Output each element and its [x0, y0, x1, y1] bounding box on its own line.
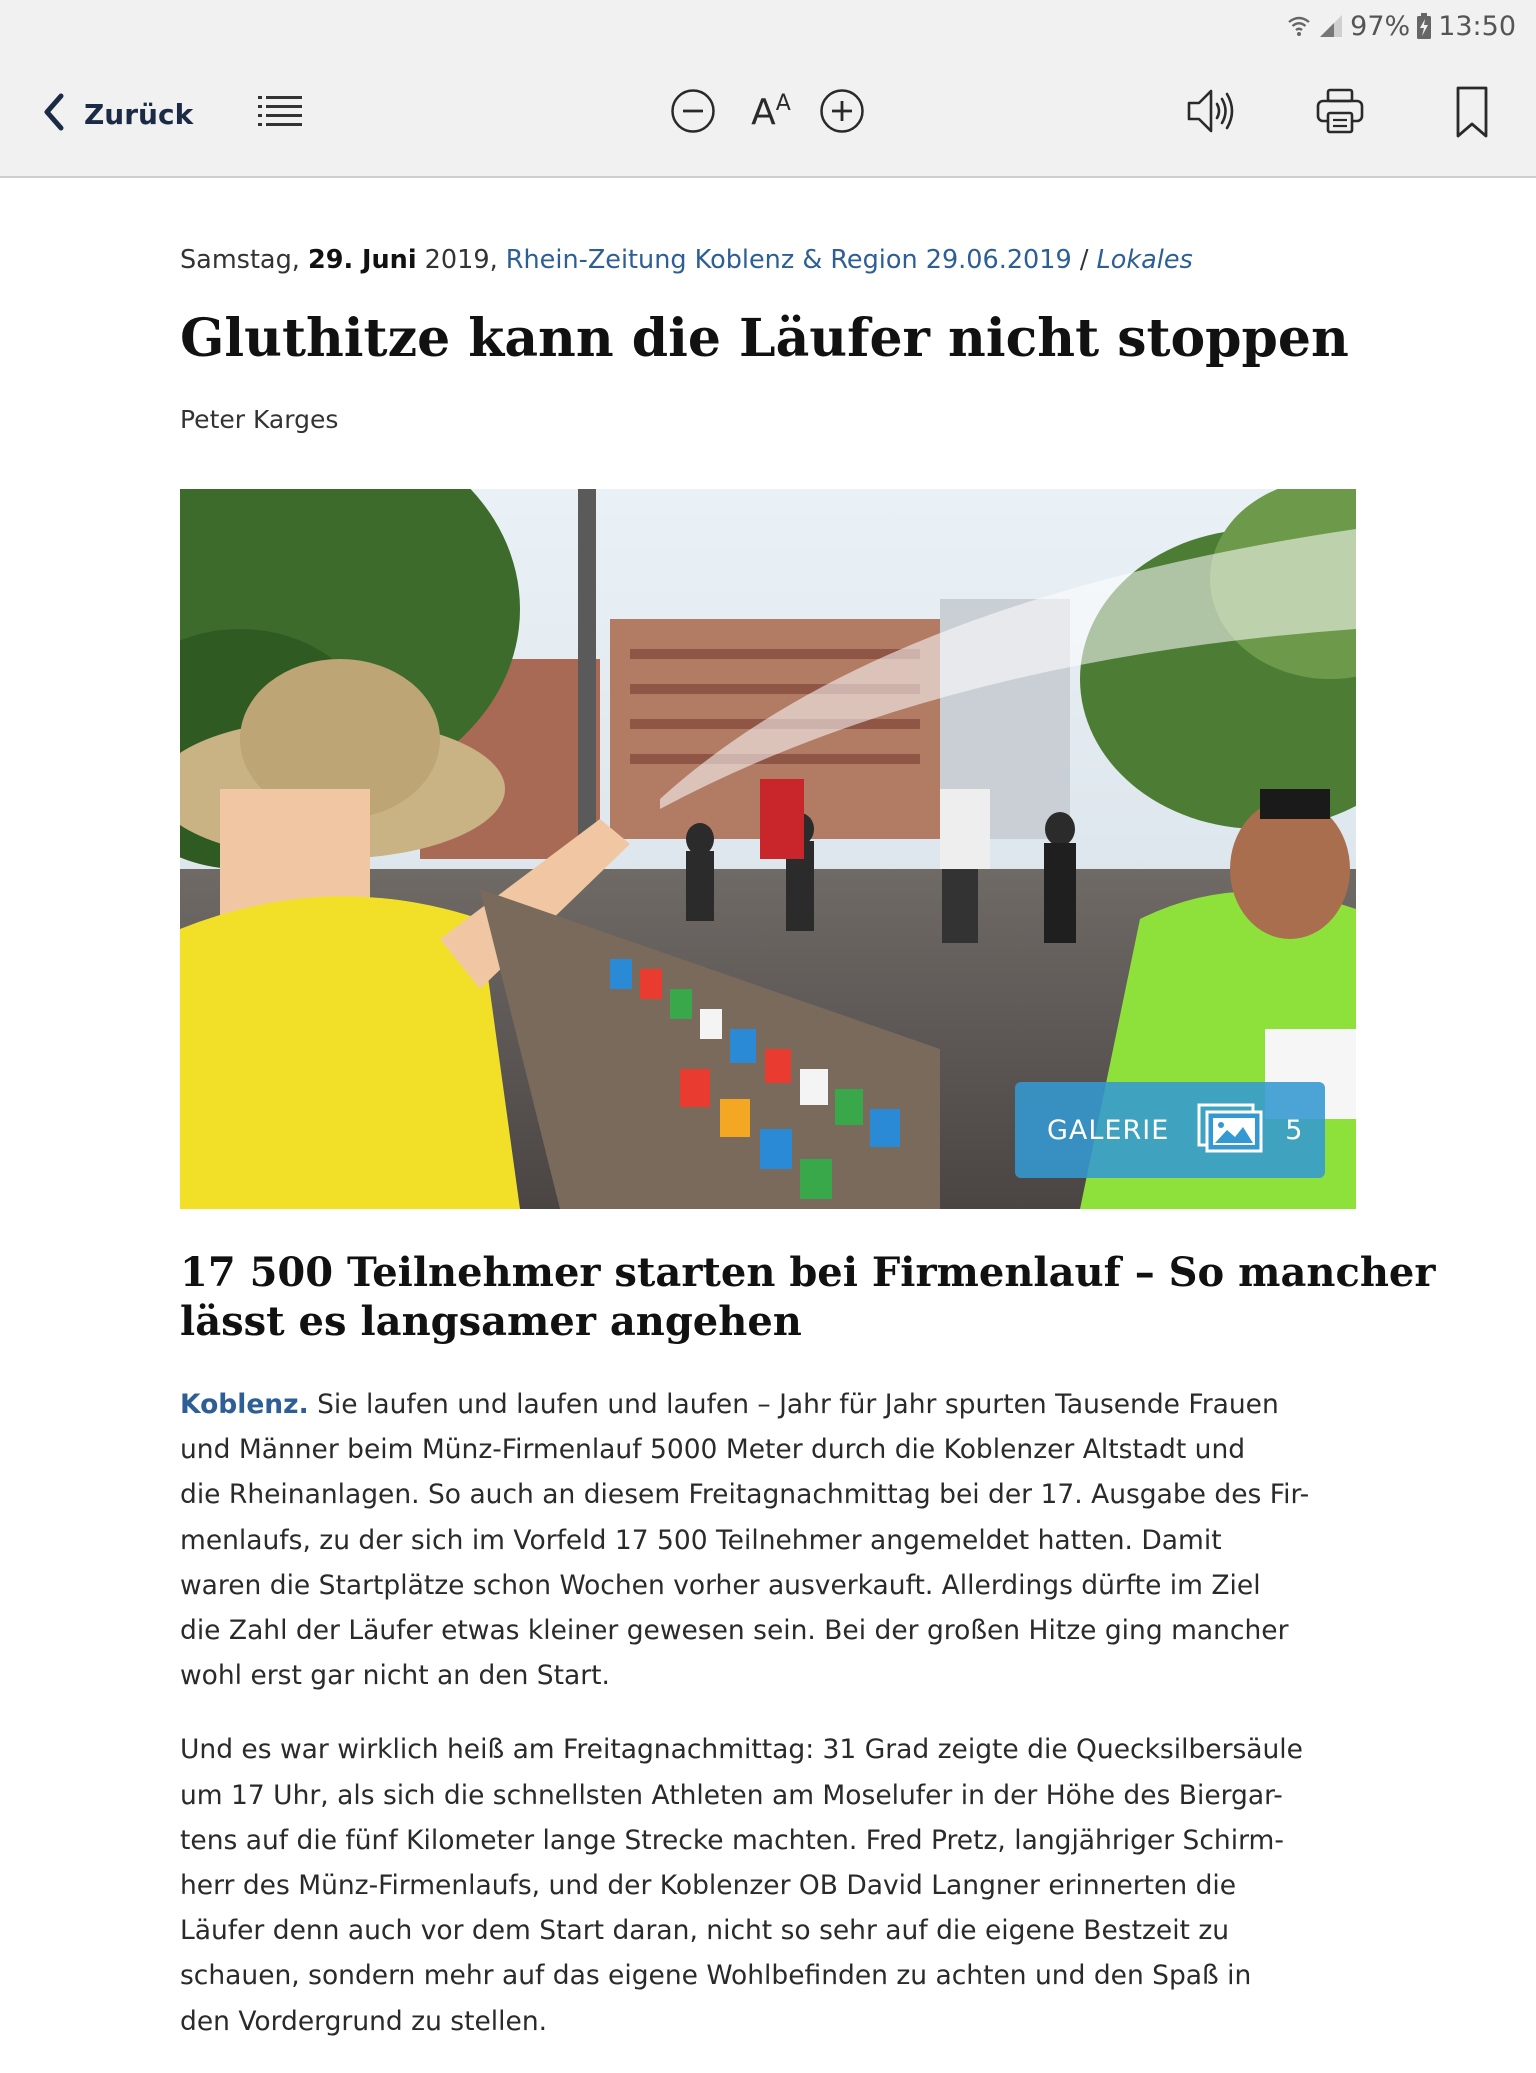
- reader-toolbar: [0, 52, 1536, 178]
- increase-font-button[interactable]: [818, 87, 866, 139]
- paragraph-line: schauen, sondern mehr auf das eigene Wohlbefinden zu achten und den Spaß in: [180, 1960, 1252, 1992]
- font-size-indicator: [744, 82, 798, 142]
- article-author: Peter Karges: [180, 405, 339, 434]
- subheadline-line: 17 500 Teilnehmer starten bei Firmenlauf – So mancher: [180, 1249, 1436, 1296]
- gallery-images-icon: [1197, 1103, 1263, 1157]
- paragraph-line: Läufer denn auch vor dem Start daran, nicht so sehr auf die eigene Bestzeit zu: [180, 1915, 1230, 1947]
- bookmark-icon: [1455, 85, 1489, 143]
- paragraph-line: Koblenz. Sie laufen und laufen und laufen – Jahr für Jahr spurten Tausende Frauen: [180, 1389, 1279, 1420]
- bookmark-button[interactable]: [1454, 86, 1490, 142]
- paragraph-line: Und es war wirklich heiß am Freitagnachmittag: 31 Grad zeigte die Quecksilbersäule: [180, 1734, 1303, 1766]
- publication-link[interactable]: Rhein-Zeitung Koblenz & Region 29.06.2019: [505, 245, 1072, 275]
- date-day-month: 29. Juni: [307, 245, 417, 275]
- gallery-count: 5: [1285, 1114, 1303, 1146]
- paragraph-line: waren die Startplätze schon Wochen vorher ausverkauft. Allerdings dürfte im Ziel: [180, 1569, 1261, 1601]
- back-label: Zurück: [84, 97, 194, 131]
- article-subheadline: [180, 1248, 1436, 1346]
- plus-circle-icon: [819, 88, 865, 138]
- list-icon: [258, 94, 302, 134]
- date-year: 2019,: [424, 245, 498, 275]
- paragraph-1: [180, 1382, 1356, 1698]
- paragraph-line: um 17 Uhr, als sich die schnellsten Athleten am Moselufer in der Höhe des Biergar-: [180, 1779, 1283, 1811]
- article-header: [180, 240, 1356, 438]
- gallery-label: GALERIE: [1047, 1114, 1170, 1146]
- paragraph-line: und Männer beim Münz-Firmenlauf 5000 Meter durch die Koblenzer Altstadt und: [180, 1434, 1246, 1466]
- article-meta: [180, 240, 1356, 280]
- gallery-button[interactable]: [1015, 1082, 1325, 1178]
- paragraph-line: die Rheinanlagen. So auch an diesem Freitagnachmittag bei der 17. Ausgabe des Fir-: [180, 1479, 1310, 1511]
- section-link[interactable]: Lokales: [1096, 245, 1193, 275]
- battery-charging-icon: [1416, 12, 1432, 40]
- font-size-label: $A^A$: [751, 91, 791, 133]
- wifi-icon: [1286, 13, 1312, 39]
- paragraph-2: [180, 1727, 1356, 2043]
- date-weekday: Samstag,: [180, 245, 300, 275]
- read-aloud-button[interactable]: [1184, 86, 1238, 140]
- dateline: Koblenz.: [180, 1389, 309, 1420]
- article-headline: Gluthitze kann die Läufer nicht stoppen: [180, 308, 1349, 369]
- back-button[interactable]: [42, 88, 193, 140]
- print-button[interactable]: [1314, 86, 1366, 140]
- decrease-font-button[interactable]: [669, 87, 717, 139]
- minus-circle-icon: [670, 88, 716, 138]
- speaker-icon: [1185, 86, 1237, 140]
- paragraph-line: menlaufs, zu der sich im Vorfeld 17 500 Teilnehmer angemeldet hatten. Damit: [180, 1524, 1222, 1556]
- status-bar: [0, 0, 1536, 52]
- paragraph-line: wohl erst gar nicht an den Start.: [180, 1660, 610, 1692]
- chevron-left-icon: [42, 92, 66, 136]
- printer-icon: [1316, 87, 1364, 139]
- paragraph-line: herr des Münz-Firmenlaufs, und der Koblenzer OB David Langner erinnerten die: [180, 1870, 1237, 1902]
- clock-time: 13:50: [1438, 10, 1516, 42]
- table-of-contents-button[interactable]: [256, 88, 304, 140]
- paragraph-line: den Vordergrund zu stellen.: [180, 2005, 548, 2037]
- status-indicators: [1286, 8, 1516, 44]
- meta-separator: /: [1079, 245, 1089, 275]
- battery-percent: 97%: [1350, 10, 1411, 42]
- article-body: [180, 1382, 1356, 2073]
- paragraph-line: die Zahl der Läufer etwas kleiner gewesen sein. Bei der großen Hitze ging mancher: [180, 1615, 1289, 1647]
- subheadline-line: lässt es langsamer angehen: [180, 1298, 802, 1345]
- signal-icon: [1318, 13, 1344, 39]
- paragraph-line: tens auf die fünf Kilometer lange Strecke machten. Fred Pretz, langjähriger Schirm-: [180, 1824, 1284, 1856]
